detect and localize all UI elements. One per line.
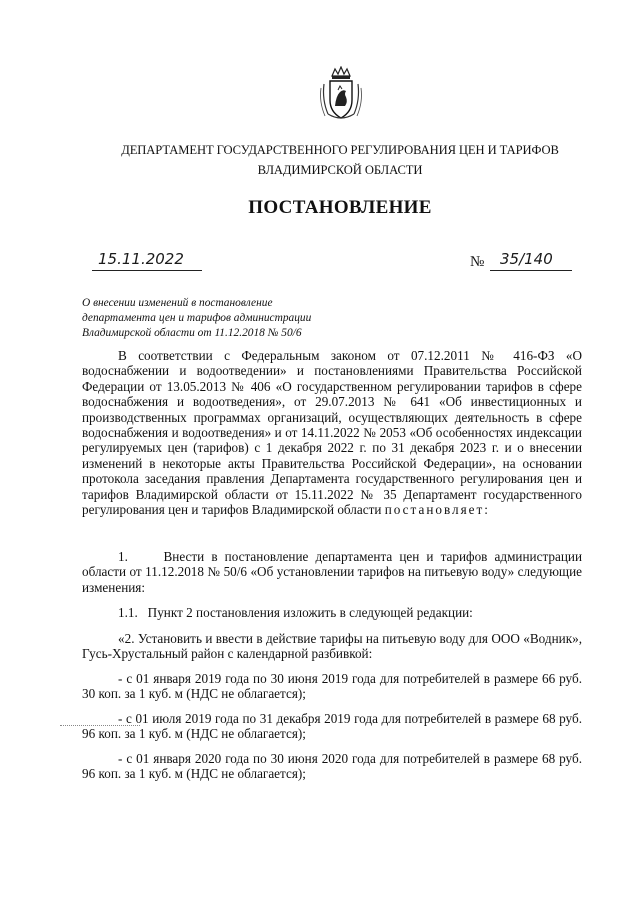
rate-period-1-text: - с 01 января 2019 года по 30 июня 2019 года для потребителей в размере 66 руб. 30 коп. за 1 куб. м (НДС не облагается); — [82, 671, 582, 702]
rate-period-3 — [82, 751, 582, 782]
subject-line1: О внесении изменений в постановление — [82, 297, 273, 309]
item-1-1-text: 1.1. Пункт 2 постановления изложить в следующей редакции: — [118, 605, 473, 620]
document-subject — [82, 296, 342, 341]
number-label: № — [470, 254, 485, 270]
item-1-1 — [82, 605, 582, 620]
rate-period-2-text: - с 01 июля 2019 года по 31 декабря 2019 года для потребителей в размере 68 руб. 96 коп. за 1 куб. м (НДС не облагается); — [82, 711, 582, 742]
coat-of-arms-icon — [318, 66, 364, 122]
item-1-text: 1. Внести в постановление департамента цен и тарифов администрации области от 11.12.2018 № 50/6 «Об установлении тарифов на питьевую воду» следующие изменения: — [82, 549, 582, 595]
number-underline — [490, 270, 572, 271]
rate-period-1 — [82, 671, 582, 702]
main-paragraph — [82, 348, 582, 517]
department-name-line1: ДЕПАРТАМЕНТ ГОСУДАРСТВЕННОГО РЕГУЛИРОВАНИЯ ЦЕН И ТАРИФОВ — [121, 143, 559, 157]
rate-period-3-text: - с 01 января 2020 года по 30 июня 2020 года для потребителей в размере 68 руб. 96 коп. за 1 куб. м (НДС не облагается); — [82, 751, 582, 782]
subject-line2: департамента цен и тарифов администрации — [82, 312, 312, 324]
decree-word: постановляет: — [384, 502, 490, 518]
document-date: 15.11.2022 — [98, 250, 184, 268]
date-underline — [92, 270, 202, 271]
quoted-clause-text: «2. Установить и ввести в действие тарифы на питьевую воду для ООО «Водник», Гусь-Хрустальный район с календарной разбивкой: — [82, 631, 582, 662]
document-type-title: ПОСТАНОВЛЕНИЕ — [248, 197, 432, 218]
rate-period-2 — [82, 711, 582, 742]
main-paragraph-text: В соответствии с Федеральным законом от 07.12.2011 № 416-ФЗ «О водоснабжении и водоотведении» и постановлениями Правительства Российской Федерации от 13.05.2013 № 406 «О государственном регулировании тарифов в сфере водоснабжения и водоотведения», от 29.07.2013 № 641 «Об инвестиционных и производственных программах организаций, осуществляющих деятельность в сфере водоснабжения и водоотведения» и от 14.11.2022 № 2053 «Об особенностях индексации регулируемых цен (тарифов) с 1 декабря 2022 г. по 31 декабря 2023 г. и о внесении изменений в некоторые акты Правительства Российской Федерации», на основании протокола заседания правления Департамента государственного регулирования цен и тарифов Владимирской области от 15.11.2022 № 35 Департамент государственного регулирования цен и тарифов Владимирской области — [82, 348, 582, 518]
item-1 — [82, 549, 582, 595]
department-name-line2: ВЛАДИМИРСКОЙ ОБЛАСТИ — [257, 163, 423, 177]
document-number: 35/140 — [500, 250, 553, 268]
quoted-clause — [82, 631, 582, 662]
subject-line3: Владимирской области от 11.12.2018 № 50/6 — [82, 327, 302, 339]
